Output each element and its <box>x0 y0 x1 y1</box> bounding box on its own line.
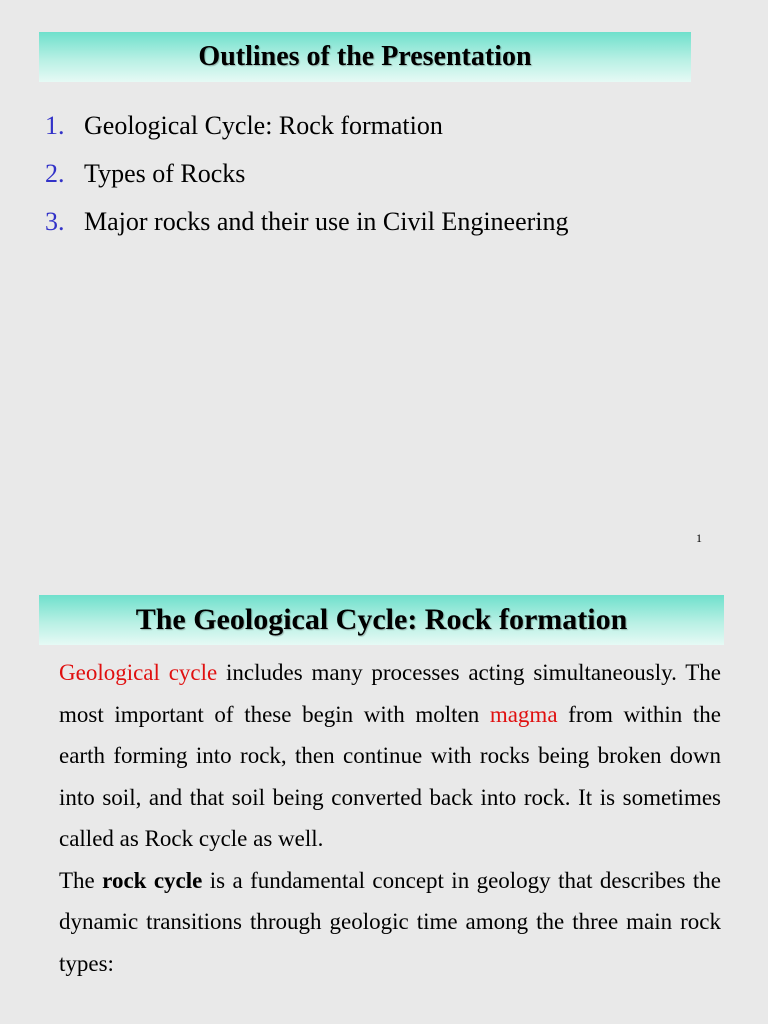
list-item <box>45 108 569 156</box>
term-magma: magma <box>489 701 558 727</box>
term-geological: Geological <box>59 660 160 685</box>
paragraph-text: is a fundamental concept in geology that describes the dynamic transitions through geologic time among the three main rock types: <box>59 867 721 976</box>
list-number: 1. <box>45 111 65 140</box>
slide-title: Outlines of the Presentation <box>39 32 691 82</box>
list-text: Geological Cycle: Rock formation <box>84 111 443 140</box>
paragraph-text: from within the earth forming into rock, then continue with rocks being broken down into soil, and that soil being converted back into rock. It is sometimes called as Rock cycle as well. <box>59 701 721 851</box>
paragraph-text: The <box>59 867 103 893</box>
paragraph-geological-cycle <box>59 652 721 860</box>
list-number: 2. <box>45 159 65 188</box>
outline-list <box>45 108 569 252</box>
list-text: Major rocks and their use in Civil Engineering <box>84 207 569 236</box>
list-text: Types of Rocks <box>84 159 246 188</box>
list-number: 3. <box>45 207 65 236</box>
slide-geological-cycle <box>0 560 768 1024</box>
term-cycle: cycle <box>168 660 218 685</box>
slide-body <box>59 652 721 984</box>
term-rock-cycle: rock cycle <box>102 867 203 893</box>
list-item <box>45 204 569 252</box>
slide-title: The Geological Cycle: Rock formation <box>39 595 724 645</box>
paragraph-text: includes many processes acting simultaneously. The most important of these begin with molten <box>59 660 722 727</box>
list-item <box>45 156 569 204</box>
paragraph-rock-cycle <box>59 860 721 985</box>
page-number: 1 <box>696 531 702 545</box>
